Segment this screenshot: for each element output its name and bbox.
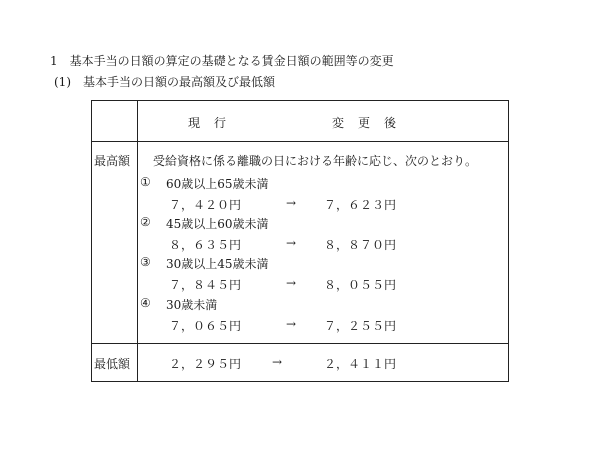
group-after: ８，８７０円 [324, 238, 397, 252]
arrow: → [286, 276, 297, 290]
min-after: ２，４１１円 [324, 357, 397, 371]
arrow: → [286, 236, 297, 250]
group-marker: ② [140, 215, 151, 229]
group-age: 30歳未満 [166, 298, 218, 312]
group-age: 60歳以上65歳未満 [166, 177, 269, 191]
subsection-heading: (1) 基本手当の日額の最高額及び最低額 [54, 75, 275, 89]
max-label: 最高額 [94, 154, 131, 168]
group-marker: ④ [140, 296, 151, 310]
arrow: → [272, 355, 283, 369]
column-divider [137, 101, 138, 381]
group-age: 30歳以上45歳未満 [166, 257, 269, 271]
header-changed: 変更後 [332, 116, 411, 130]
group-after: ７，２５５円 [324, 319, 397, 333]
group-before: ７，０６５円 [169, 319, 242, 333]
arrow: → [286, 317, 297, 331]
wage-table [91, 100, 509, 382]
group-age: 45歳以上60歳未満 [166, 217, 269, 231]
group-before: ８，６３５円 [169, 238, 242, 252]
group-after: ８，０５５円 [324, 278, 397, 292]
row-divider [92, 343, 508, 344]
group-marker: ① [140, 175, 151, 189]
group-marker: ③ [140, 255, 151, 269]
header-divider [92, 141, 508, 142]
group-before: ７，４２０円 [169, 198, 242, 212]
header-current: 現行 [188, 116, 241, 130]
min-before: ２，２９５円 [169, 357, 242, 371]
min-label: 最低額 [94, 357, 131, 371]
arrow: → [286, 196, 297, 210]
section-heading: 1 基本手当の日額の算定の基礎となる賃金日額の範囲等の変更 [50, 54, 394, 68]
group-after: ７，６２３円 [324, 198, 397, 212]
max-intro: 受給資格に係る離職の日における年齢に応じ、次のとおり。 [153, 154, 478, 168]
group-before: ７，８４５円 [169, 278, 242, 292]
